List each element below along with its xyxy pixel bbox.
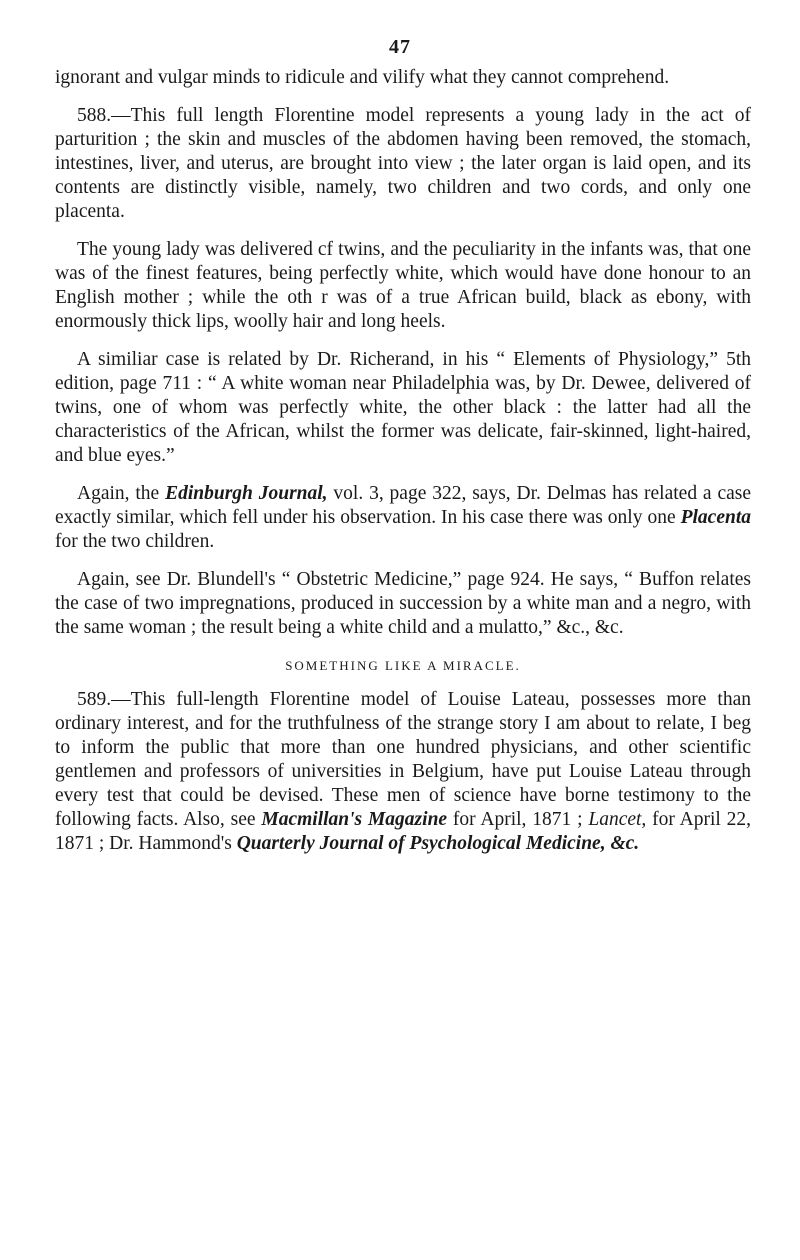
placenta-term: Placenta [680, 507, 751, 528]
paragraph-blundell: Again, see Dr. Blundell's “ Obstetric Medicine,” page 924. He says, “ Buffon relates the case of two impregnations, produced in succession by a white man and a negro, with the same woman ; the result being a white child and a mulatto,” &c., &c. [55, 569, 751, 638]
page-number: 47 [389, 36, 411, 58]
text-run: vol. 3, page 322, says, Dr. Delmas has related a case exactly similar, which fell under his observation. In his case there was only one [55, 483, 752, 528]
magazine-title: Macmillan's Magazine [261, 809, 448, 830]
paragraph-589 [55, 688, 751, 856]
paragraph-twins: The young lady was delivered cf twins, and the peculiarity in the infants was, that one was of the finest features, being perfectly white, which would have done honour to an English mother ; while the oth r was of a true African build, black as ebony, with enormously thick lips, woolly hair and long heels. [55, 239, 751, 332]
paragraph-continuation: ignorant and vulgar minds to ridicule and vilify what they cannot comprehend. [55, 67, 670, 88]
lancet-title: Lancet, [588, 809, 647, 830]
paragraph-edinburgh [55, 482, 751, 554]
text-run: Again, the [77, 483, 166, 504]
journal-title: Edinburgh Journal, [165, 483, 328, 504]
section-heading: SOMETHING LIKE A MIRACLE. [285, 658, 521, 673]
text-run: for April, 1871 ; [447, 809, 589, 830]
paragraph-588: 588.—This full length Florentine model represents a young lady in the act of parturition ; the skin and muscles of the abdomen having been removed, the stomach, intestines, liver, and uterus, are brought into view ; the later organ is laid open, and its contents are distinctly visible, namely, two children and two cords, and only one placenta. [55, 105, 751, 222]
text-run: 589.—This full-length Florentine model of Louise Lateau, possesses more than ordinary interest, and for the truthfulness of the strange story I am about to relate, I beg to inform the public that more than one hundred physicians, and other scientific gentlemen and professors of universities in Belgium, have put Louise Lateau through every test that could be devised. These men of science have borne testimony to the following facts. Also, see [55, 689, 751, 830]
paragraph-richerand: A similiar case is related by Dr. Richerand, in his “ Elements of Physiology,” 5th edition, page 711 : “ A white woman near Philadelphia was, by Dr. Dewee, delivered of twins, one of whom was perfectly white, the other black : the latter had all the characteristics of the African, whilst the former was delicate, fair-skinned, light-haired, and blue eyes.” [55, 349, 751, 466]
text-run: for April 22, 1871 ; Dr. Hammond's [55, 809, 751, 854]
text-run: for the two children. [55, 531, 215, 552]
journal-title-psychological: Quarterly Journal of Psychological Medicine, &c. [236, 833, 640, 854]
page-body [55, 66, 751, 870]
